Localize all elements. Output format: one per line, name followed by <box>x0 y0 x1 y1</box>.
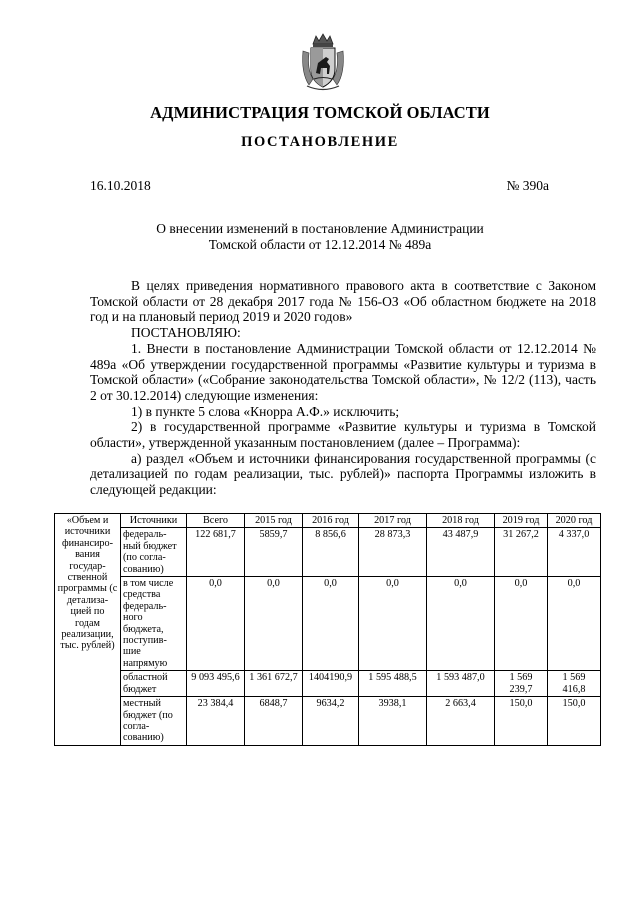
value-cell: 0,0 <box>495 577 548 671</box>
value-cell: 31 267,2 <box>495 528 548 577</box>
table-row <box>55 577 601 671</box>
value-cell: 4 337,0 <box>548 528 601 577</box>
coat-of-arms-icon <box>299 33 347 91</box>
value-cell: 0,0 <box>187 577 245 671</box>
body-paragraph-subitem-1: 1) в пункте 5 слова «Кнорра А.Ф.» исключить; <box>131 403 400 419</box>
value-cell: 28 873,3 <box>359 528 427 577</box>
value-cell: 0,0 <box>245 577 303 671</box>
value-cell: 2 663,4 <box>427 697 495 746</box>
source-cell: областной бюджет <box>121 671 187 697</box>
value-cell: 150,0 <box>495 697 548 746</box>
value-cell: 23 384,4 <box>187 697 245 746</box>
value-cell: 9634,2 <box>303 697 359 746</box>
header-cell: 2016 год <box>303 514 359 528</box>
header-cell: 2017 год <box>359 514 427 528</box>
value-cell: 122 681,7 <box>187 528 245 577</box>
row-label-cell: «Объем и источники финансиро-вания государ-ственной программы (с детализа-цией по годам реализации, тыс. рублей) <box>55 514 121 746</box>
source-cell: федераль-ный бюджет (по согла-сованию) <box>121 528 187 577</box>
table-header-row <box>55 514 601 528</box>
value-cell: 1 593 487,0 <box>427 671 495 697</box>
header-cell: 2019 год <box>495 514 548 528</box>
body-paragraph-subitem-2: 2) в государственной программе «Развитие культуры и туризма в Томской области», утвержденной указанным постановлением (далее – Программа): <box>90 419 596 451</box>
value-cell: 8 856,6 <box>303 528 359 577</box>
financing-table <box>54 513 601 746</box>
value-cell: 150,0 <box>548 697 601 746</box>
value-cell: 1 569 239,7 <box>495 671 548 697</box>
document-body <box>90 278 596 498</box>
document-date: 16.10.2018 <box>90 178 151 193</box>
value-cell: 0,0 <box>548 577 601 671</box>
organization-title: АДМИНИСТРАЦИЯ ТОМСКОЙ ОБЛАСТИ <box>150 103 490 122</box>
value-cell: 5859,7 <box>245 528 303 577</box>
subject-line-2: Томской области от 12.12.2014 № 489а <box>208 237 432 252</box>
header-cell: Всего <box>187 514 245 528</box>
subject-line-1: О внесении изменений в постановление Администрации <box>156 221 484 236</box>
value-cell: 6848,7 <box>245 697 303 746</box>
header-cell: 2015 год <box>245 514 303 528</box>
value-cell: 1 595 488,5 <box>359 671 427 697</box>
value-cell: 3938,1 <box>359 697 427 746</box>
header-cell: 2020 год <box>548 514 601 528</box>
value-cell: 0,0 <box>427 577 495 671</box>
body-paragraph-resolve: ПОСТАНОВЛЯЮ: <box>131 325 241 341</box>
body-paragraph-item-1: 1. Внести в постановление Администрации Томской области от 12.12.2014 № 489а «Об утверждении государственной программы «Развитие культуры и туризма в Томской области» («Собрание законодательства Томской области», № 12/2 (113), часть 2 от 30.12.2014) следующие изменения: <box>90 340 596 403</box>
body-paragraph-subitem-a: а) раздел «Объем и источники финансирования государственной программы (с детализацией по годам реализации, тыс. рублей)» паспорта Программы изложить в следующей редакции: <box>90 450 596 498</box>
source-cell: в том числе средства федераль-ного бюджета, поступив-шие напрямую <box>121 577 187 671</box>
header-cell: Источники <box>121 514 187 528</box>
document-type-title: ПОСТАНОВЛЕНИЕ <box>241 134 399 150</box>
value-cell: 9 093 495,6 <box>187 671 245 697</box>
value-cell: 0,0 <box>359 577 427 671</box>
header-cell: 2018 год <box>427 514 495 528</box>
value-cell: 1 361 672,7 <box>245 671 303 697</box>
table-row <box>55 528 601 577</box>
value-cell: 1 569 416,8 <box>548 671 601 697</box>
table-row <box>55 671 601 697</box>
document-subject <box>0 221 640 253</box>
table-row <box>55 697 601 746</box>
value-cell: 1404190,9 <box>303 671 359 697</box>
document-number: № 390а <box>506 178 549 193</box>
value-cell: 43 487,9 <box>427 528 495 577</box>
source-cell: местный бюджет (по согла-сованию) <box>121 697 187 746</box>
value-cell: 0,0 <box>303 577 359 671</box>
body-paragraph-preamble: В целях приведения нормативного правового акта в соответствие с Законом Томской области от 28 декабря 2017 года № 156-ОЗ «Об областном бюджете на 2018 год и на плановый период 2019 и 2020 годов» <box>90 278 596 325</box>
